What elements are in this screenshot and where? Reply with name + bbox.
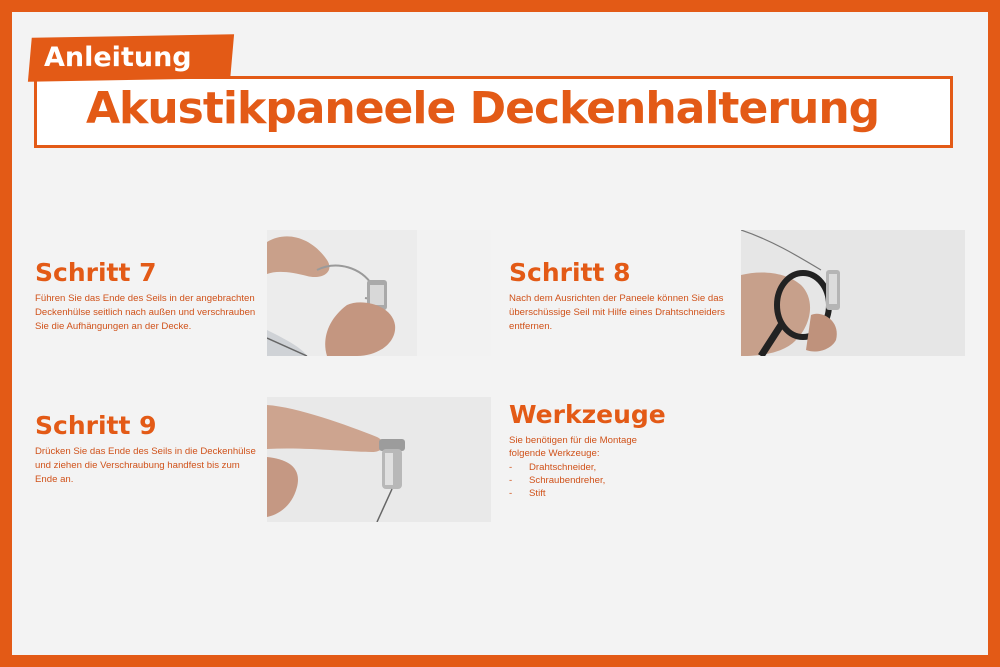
step-7-text: Führen Sie das Ende des Seils in der angebrachten Deckenhülse seitlich nach außen und verschrauben Sie die Aufhängungen an der Decke. bbox=[35, 293, 256, 332]
list-item bbox=[509, 487, 709, 500]
tools-title: Werkzeuge bbox=[509, 400, 666, 429]
tool-label: Stift bbox=[529, 488, 546, 499]
tool-label: Drahtschneider, bbox=[529, 462, 597, 473]
bullet-dash: - bbox=[509, 488, 513, 499]
step-9-title: Schritt 9 bbox=[35, 411, 157, 440]
tools-intro: Sie benötigen für die Montage folgende Werkzeuge: bbox=[509, 435, 638, 459]
step-9-text: Drücken Sie das Ende des Seils in die Deckenhülse und ziehen die Verschraubung handfest bis zum Ende an. bbox=[35, 446, 256, 485]
list-item bbox=[509, 461, 709, 474]
tag-label: Anleitung bbox=[44, 42, 192, 73]
step-8-title: Schritt 8 bbox=[509, 258, 631, 287]
step-7-photo bbox=[267, 230, 491, 356]
step-8-photo bbox=[741, 230, 965, 356]
list-item bbox=[509, 474, 709, 487]
step-9-photo bbox=[267, 397, 491, 522]
tools-list bbox=[509, 461, 709, 500]
tool-label: Schraubendreher, bbox=[529, 475, 606, 486]
bullet-dash: - bbox=[509, 462, 513, 473]
page-title: Akustikpaneele Deckenhalterung bbox=[86, 83, 880, 134]
step-7-title: Schritt 7 bbox=[35, 258, 157, 287]
step-8-text: Nach dem Ausrichten der Paneele können Sie das überschüssige Seil mit Hilfe eines Drahtschneiders entfernen. bbox=[509, 293, 725, 332]
bullet-dash: - bbox=[509, 475, 513, 486]
